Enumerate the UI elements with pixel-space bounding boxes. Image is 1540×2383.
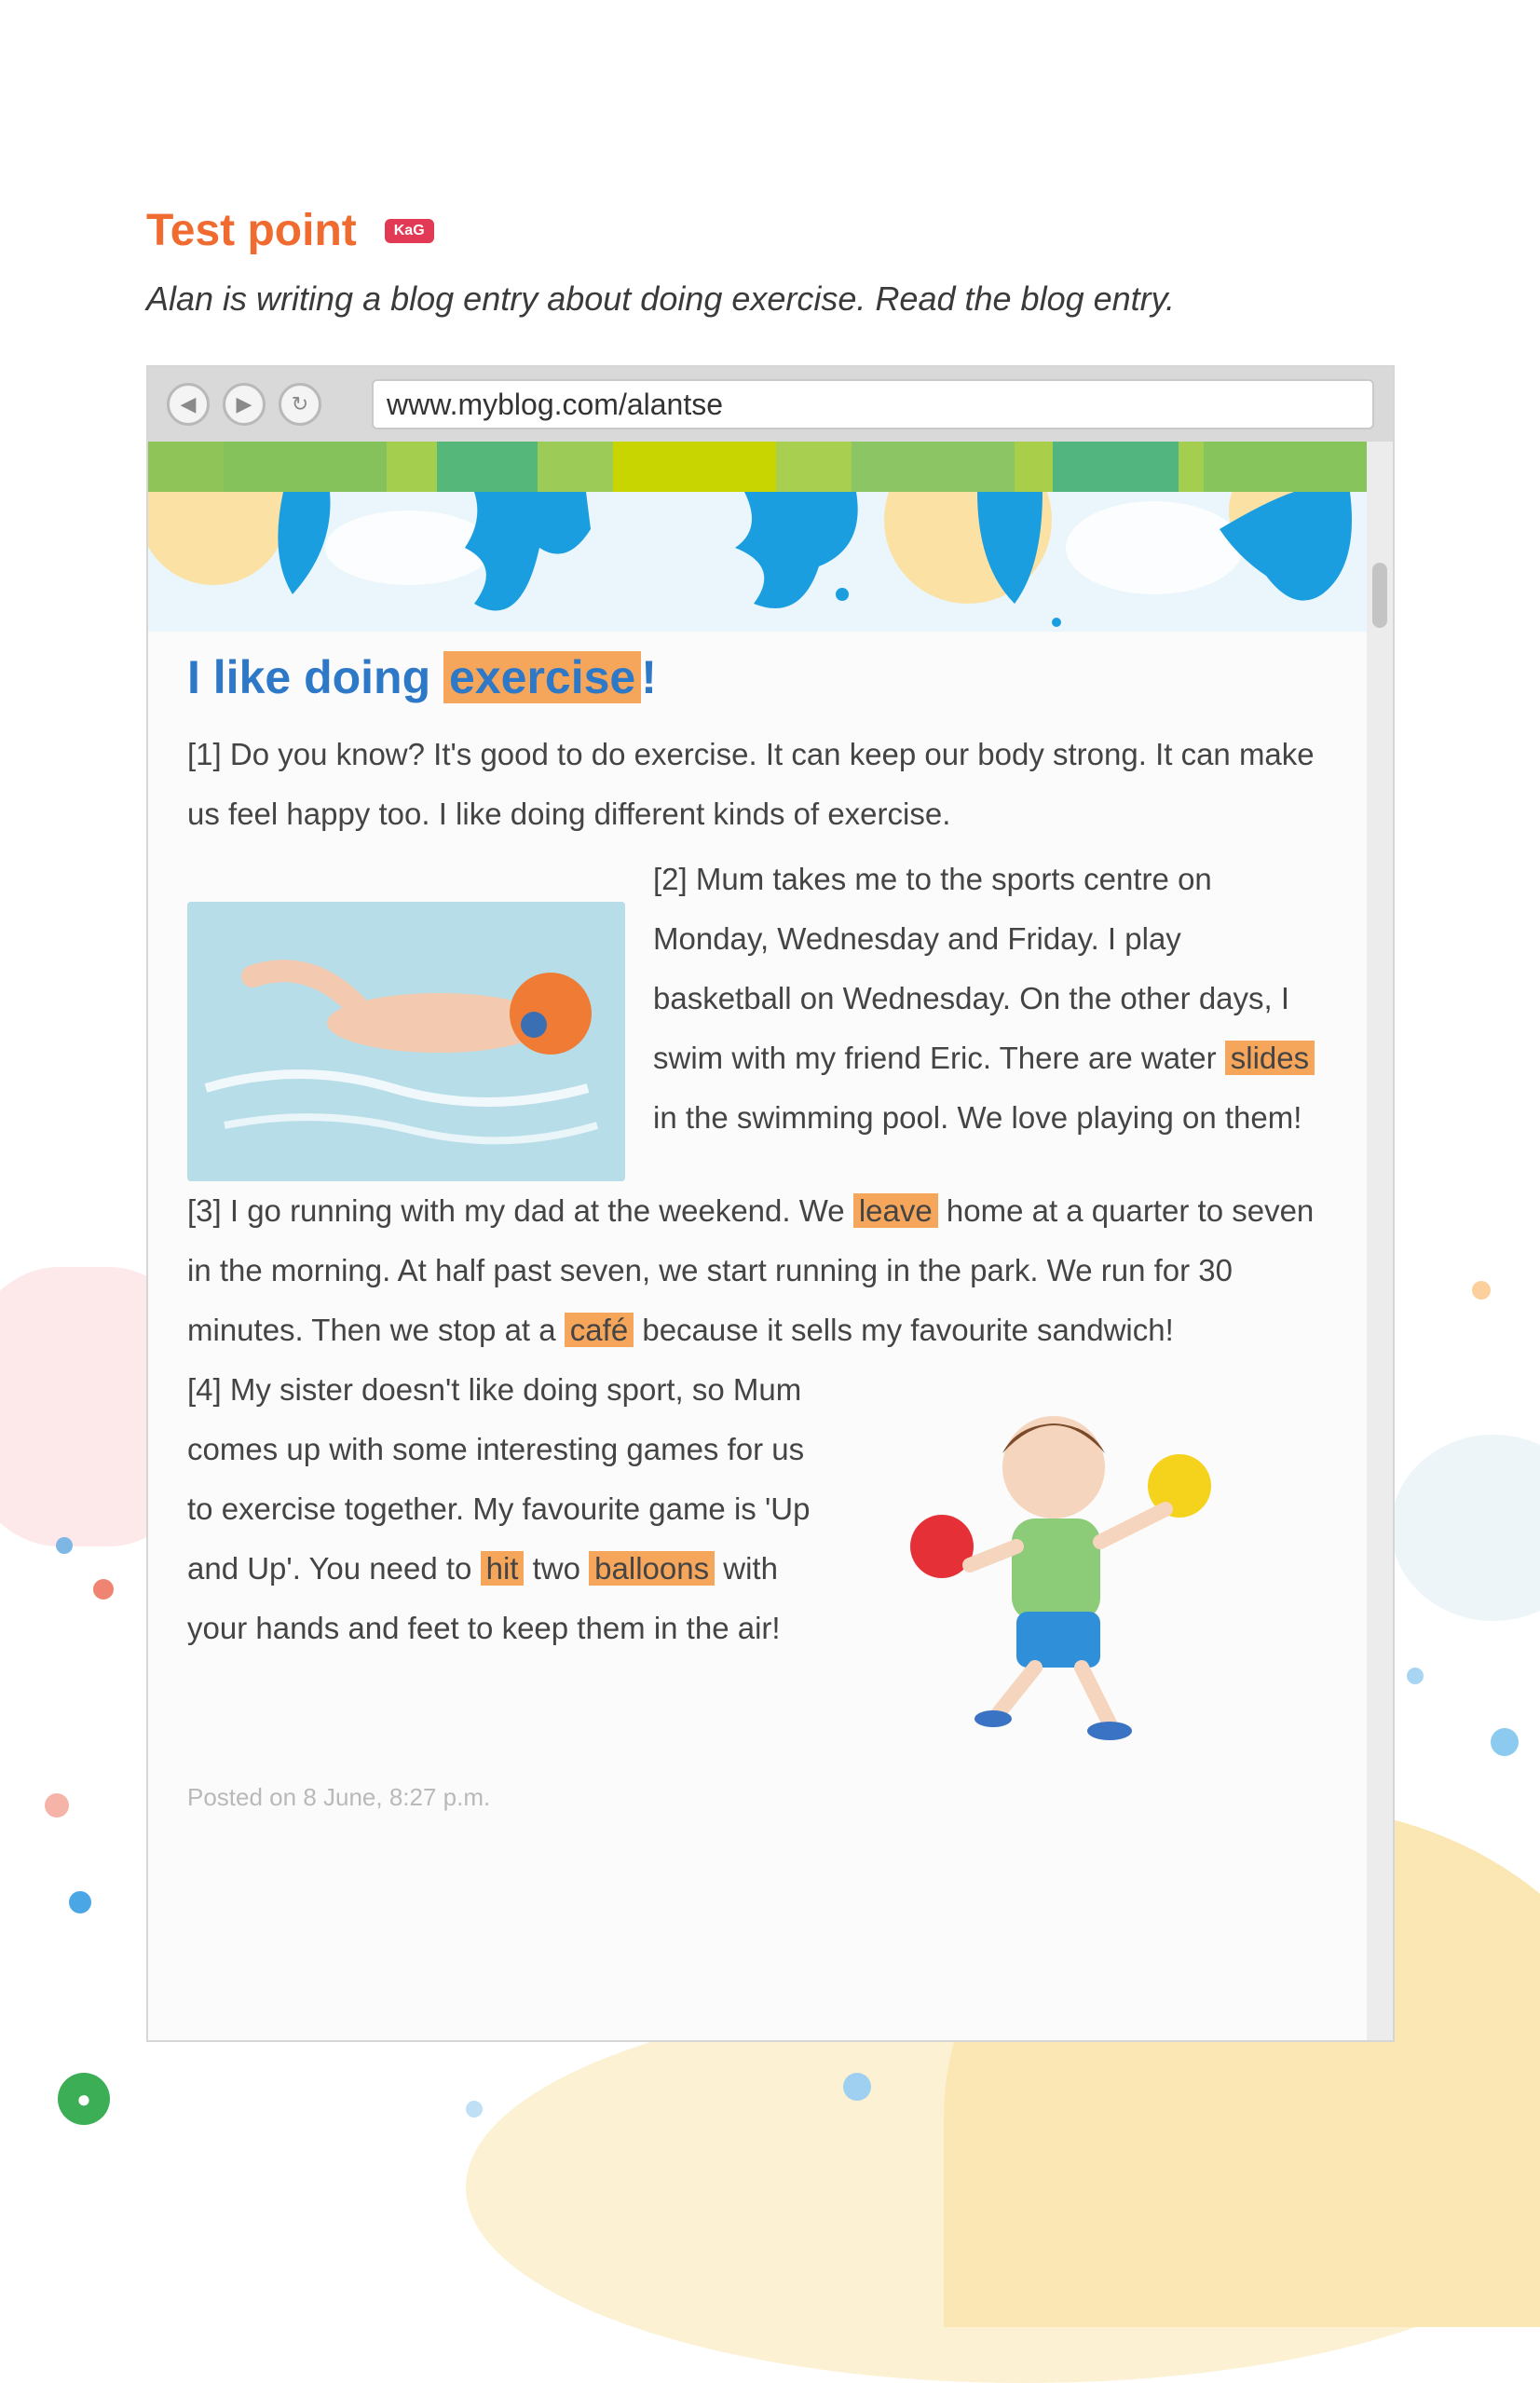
browser-toolbar — [148, 367, 1393, 442]
audio-play-button[interactable]: ● — [58, 2073, 110, 2125]
decor-dot — [56, 1537, 73, 1554]
section-heading — [146, 205, 434, 256]
forward-arrow-icon[interactable]: ▶ — [223, 383, 266, 426]
balloon-boy-image — [858, 1379, 1249, 1770]
decor-dot — [1472, 1281, 1491, 1300]
decor-dot — [843, 2073, 871, 2101]
post-title-text: I like doing — [187, 651, 444, 703]
decor-dot — [69, 1891, 91, 1913]
instruction-text: Alan is writing a blog entry about doing exercise. Read the blog entry. — [146, 279, 1175, 318]
paragraph-2 — [653, 850, 1328, 1181]
paragraph-4-text-end: with your hands and feet to keep them in the air! — [187, 1551, 781, 1645]
highlighted-word: café — [565, 1313, 634, 1347]
paragraph-3 — [187, 1181, 1328, 1360]
paragraph-4 — [187, 1360, 830, 1770]
highlighted-word: exercise — [443, 651, 641, 703]
decor-dot — [1407, 1668, 1424, 1684]
highlighted-word: hit — [481, 1551, 525, 1586]
color-stripe — [148, 442, 1367, 492]
decor-dot — [1491, 1728, 1519, 1756]
background-shape — [1391, 1435, 1540, 1621]
header-banner — [148, 492, 1367, 632]
heading-badge: KaG — [385, 219, 434, 243]
highlighted-word: slides — [1225, 1041, 1315, 1075]
swimming-boy-image — [187, 902, 625, 1181]
post-title-end: ! — [641, 651, 657, 703]
paragraph-4-text-mid: two — [524, 1551, 590, 1586]
decor-dot — [45, 1793, 69, 1818]
posted-timestamp: Posted on 8 June, 8:27 p.m. — [187, 1783, 491, 1811]
paragraph-3-text: [3] I go running with my dad at the weekend. We — [187, 1193, 853, 1228]
paragraph-1: [1] Do you know? It's good to do exercise. It can keep our body strong. It can make us feel happy too. I like doing different kinds of exercise. — [187, 737, 1315, 831]
decor-dot — [466, 2101, 483, 2117]
paragraph-4-text: [4] My sister doesn't like doing sport, so Mum comes up with some interesting games for us to exercise together. My favourite game is 'Up and Up'. You need to — [187, 1372, 811, 1586]
refresh-icon[interactable]: ↻ — [279, 383, 321, 426]
scrollbar[interactable] — [1367, 442, 1393, 2040]
paragraph-3-text-mid: home at a quarter to seven in the morning. At half past seven, we start running in the park. We run for 30 minutes. Then we stop at a — [187, 1193, 1315, 1347]
boy-with-balloons-illustration — [858, 1379, 1249, 1770]
browser-window — [146, 365, 1395, 2042]
paragraph-2-text-end: in the swimming pool. We love playing on them! — [653, 1100, 1302, 1135]
address-bar[interactable]: www.myblog.com/alantse — [372, 379, 1374, 429]
heading-title: Test point — [146, 206, 357, 255]
banner-splash-illustration — [148, 492, 1359, 632]
blog-post — [148, 632, 1367, 2040]
decor-dot — [93, 1579, 114, 1600]
highlighted-word: balloons — [589, 1551, 715, 1586]
paragraph-3-text-end: because it sells my favourite sandwich! — [634, 1313, 1174, 1347]
paragraph-2-text: [2] Mum takes me to the sports centre on Monday, Wednesday and Friday. I play basketball on Wednesday. On the other days, I swim with my friend Eric. There are water — [653, 862, 1290, 1075]
highlighted-word: leave — [853, 1193, 938, 1228]
back-arrow-icon[interactable]: ◀ — [167, 383, 210, 426]
post-title — [187, 650, 1328, 704]
swimmer-illustration — [187, 902, 625, 1181]
scrollbar-thumb[interactable] — [1372, 563, 1387, 628]
